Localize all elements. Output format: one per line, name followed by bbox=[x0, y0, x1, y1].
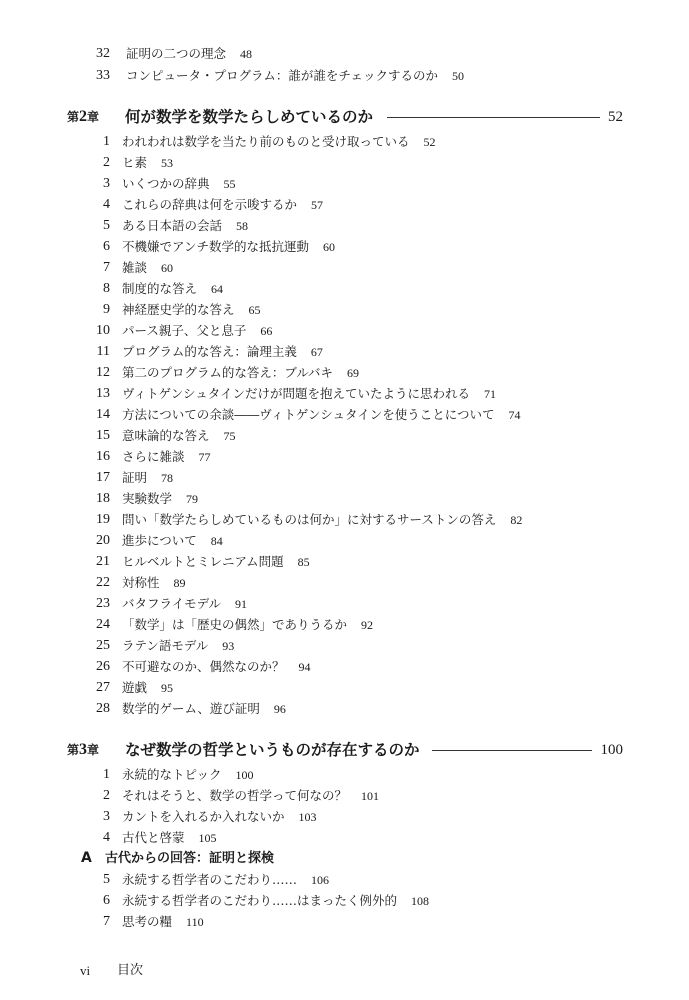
entry-title: 遊戯 95 bbox=[122, 680, 174, 695]
entry-title: 「数学」は「歴史の偶然」でありうるか 92 bbox=[122, 617, 374, 632]
entry-title: 進歩について 84 bbox=[122, 533, 223, 548]
entry-page: 78 bbox=[161, 471, 174, 485]
entry-title: ヒ素 53 bbox=[122, 155, 174, 170]
entry-page: 100 bbox=[235, 768, 254, 782]
entry-number: 12 bbox=[96, 365, 110, 380]
entry-title: われわれは数学を当たり前のものと受け取っている 52 bbox=[122, 134, 436, 149]
entry-title: 神経歴史学的な答え 65 bbox=[122, 302, 261, 317]
entry-number: 6 bbox=[103, 893, 110, 908]
section-title: 古代からの回答：証明と探検 bbox=[105, 851, 275, 866]
entry-number: 4 bbox=[103, 197, 110, 212]
entry-number: 14 bbox=[96, 407, 110, 422]
chapter-page: 52 bbox=[608, 109, 623, 125]
entry-page: 79 bbox=[186, 492, 199, 506]
entry-number: 28 bbox=[96, 701, 110, 716]
chapter-page: 100 bbox=[600, 742, 623, 758]
chapter-title: なぜ数学の哲学というものが存在するのか bbox=[125, 741, 420, 759]
entry-title: 永続する哲学者のこだわり…… 106 bbox=[122, 872, 330, 887]
entry-number: 27 bbox=[96, 680, 110, 695]
entry-page: 74 bbox=[508, 408, 521, 422]
entry-page: 69 bbox=[347, 366, 360, 380]
entry-number: 11 bbox=[96, 344, 110, 359]
entry-page: 77 bbox=[198, 450, 211, 464]
entry-page: 65 bbox=[248, 303, 261, 317]
entry-title: 問い「数学たらしめているものは何か」に対するサーストンの答え 82 bbox=[122, 512, 523, 527]
entry-title: 雑談 60 bbox=[122, 260, 174, 275]
chapter-2-heading[interactable] bbox=[0, 105, 689, 129]
entry-title: カントを入れるか入れないか 103 bbox=[122, 809, 317, 824]
entry-number: 10 bbox=[96, 323, 110, 338]
entry-number: 21 bbox=[96, 554, 110, 569]
chapter-label: 第3章 bbox=[67, 741, 100, 758]
chapter-rule bbox=[387, 117, 600, 118]
entry-page: 50 bbox=[452, 69, 465, 83]
running-title: 目次 bbox=[117, 963, 144, 978]
entry-title: 数学的ゲーム、遊び証明 96 bbox=[122, 701, 286, 716]
entry-number: 3 bbox=[103, 176, 110, 191]
chapter-rule bbox=[432, 750, 592, 751]
entry-number: 1 bbox=[103, 767, 110, 782]
entry-title: 証明 78 bbox=[122, 470, 174, 485]
entry-page: 106 bbox=[311, 873, 330, 887]
entry-title: 制度的な答え 64 bbox=[122, 281, 224, 296]
entry-page: 105 bbox=[198, 831, 217, 845]
folio: vi bbox=[80, 963, 91, 978]
entry-number: 8 bbox=[103, 281, 110, 296]
entry-page: 89 bbox=[173, 576, 186, 590]
entry-title: 対称性 89 bbox=[122, 575, 186, 590]
entry-number: 15 bbox=[96, 428, 110, 443]
entry-number: 1 bbox=[103, 134, 110, 149]
entry-title: 第二のプログラム的な答え：ブルバキ 69 bbox=[122, 365, 360, 380]
entry-page: 101 bbox=[361, 789, 380, 803]
entry-title: 思考の糧 110 bbox=[122, 914, 204, 929]
entry-title: いくつかの辞典 55 bbox=[122, 176, 236, 191]
chapter-3-heading[interactable] bbox=[0, 738, 689, 762]
entry-title: これらの辞典は何を示唆するか 57 bbox=[122, 197, 324, 212]
entry-page: 48 bbox=[240, 47, 253, 61]
entry-number: 4 bbox=[103, 830, 110, 845]
entry-number: 20 bbox=[96, 533, 110, 548]
entry-page: 64 bbox=[211, 282, 224, 296]
entry-number: 25 bbox=[96, 638, 110, 653]
entry-title: ヒルベルトとミレニアム問題 85 bbox=[122, 554, 310, 569]
entry-number: 3 bbox=[103, 809, 110, 824]
entry-page: 58 bbox=[236, 219, 249, 233]
entry-page: 66 bbox=[260, 324, 273, 338]
entry-number: 18 bbox=[96, 491, 110, 506]
entry-page: 71 bbox=[483, 387, 496, 401]
entry-title: さらに雑談 77 bbox=[122, 449, 211, 464]
entry-title: パース親子、父と息子 66 bbox=[122, 323, 273, 338]
chapter-label: 第2章 bbox=[67, 108, 100, 125]
entry-title: 実験数学 79 bbox=[122, 491, 199, 506]
entry-number: 26 bbox=[96, 659, 110, 674]
entry-page: 55 bbox=[223, 177, 236, 191]
entry-number: 17 bbox=[96, 470, 110, 485]
entry-title: それはそうと、数学の哲学って何なの？ 101 bbox=[122, 788, 380, 803]
entry-page: 85 bbox=[297, 555, 310, 569]
entry-page: 52 bbox=[423, 135, 436, 149]
entry-title: 意味論的な答え 75 bbox=[122, 428, 236, 443]
entry-title: 古代と啓蒙 105 bbox=[122, 830, 217, 845]
entry-number: 6 bbox=[103, 239, 110, 254]
entry-page: 75 bbox=[223, 429, 236, 443]
entry-title: バタフライモデル 91 bbox=[122, 596, 248, 611]
entry-page: 84 bbox=[210, 534, 223, 548]
entry-number: 22 bbox=[96, 575, 110, 590]
entry-page: 82 bbox=[510, 513, 523, 527]
entry-page: 95 bbox=[161, 681, 174, 695]
section-letter: A bbox=[81, 850, 92, 866]
entry-page: 108 bbox=[411, 894, 430, 908]
entry-number: 9 bbox=[103, 302, 110, 317]
entry-number: 5 bbox=[103, 218, 110, 233]
entry-number: 33 bbox=[96, 68, 110, 83]
entry-page: 92 bbox=[361, 618, 374, 632]
entry-number: 2 bbox=[103, 155, 110, 170]
entry-number: 7 bbox=[103, 914, 110, 929]
entry-title: 不可避なのか、偶然なのか？ 94 bbox=[122, 659, 311, 674]
entry-page: 110 bbox=[186, 915, 204, 929]
entry-title: 永続する哲学者のこだわり……はまったく例外的 108 bbox=[122, 893, 430, 908]
entry-title: ヴィトゲンシュタインだけが問題を抱えていたように思われる 71 bbox=[122, 386, 496, 401]
entry-page: 103 bbox=[298, 810, 317, 824]
entry-number: 7 bbox=[103, 260, 110, 275]
entry-title: コンピュータ・プログラム：誰が誰をチェックするのか 50 bbox=[126, 68, 465, 83]
entry-page: 96 bbox=[273, 702, 286, 716]
entry-number: 5 bbox=[103, 872, 110, 887]
entry-page: 57 bbox=[311, 198, 324, 212]
entry-number: 24 bbox=[96, 617, 110, 632]
entry-title: 方法についての余談――ヴィトゲンシュタインを使うことについて 74 bbox=[122, 407, 521, 422]
entry-number: 16 bbox=[96, 449, 110, 464]
entry-number: 2 bbox=[103, 788, 110, 803]
entry-page: 67 bbox=[310, 345, 323, 359]
entry-number: 19 bbox=[96, 512, 110, 527]
entry-page: 60 bbox=[161, 261, 174, 275]
entry-number: 32 bbox=[96, 46, 110, 61]
entry-page: 91 bbox=[235, 597, 248, 611]
entry-title: ある日本語の会話 58 bbox=[122, 218, 249, 233]
entry-title: 永続的なトピック 100 bbox=[122, 767, 254, 782]
entry-page: 93 bbox=[222, 639, 235, 653]
entry-page: 60 bbox=[323, 240, 336, 254]
entry-page: 53 bbox=[161, 156, 174, 170]
entry-title: 証明の二つの理念 48 bbox=[126, 46, 253, 61]
entry-title: ラテン語モデル 93 bbox=[122, 638, 235, 653]
entry-page: 94 bbox=[298, 660, 311, 674]
entry-number: 13 bbox=[96, 386, 110, 401]
entry-number: 23 bbox=[96, 596, 110, 611]
chapter-title: 何が数学を数学たらしめているのか bbox=[125, 108, 374, 126]
entry-title: プログラム的な答え：論理主義 67 bbox=[122, 344, 323, 359]
entry-title: 不機嫌でアンチ数学的な抵抗運動 60 bbox=[122, 239, 336, 254]
